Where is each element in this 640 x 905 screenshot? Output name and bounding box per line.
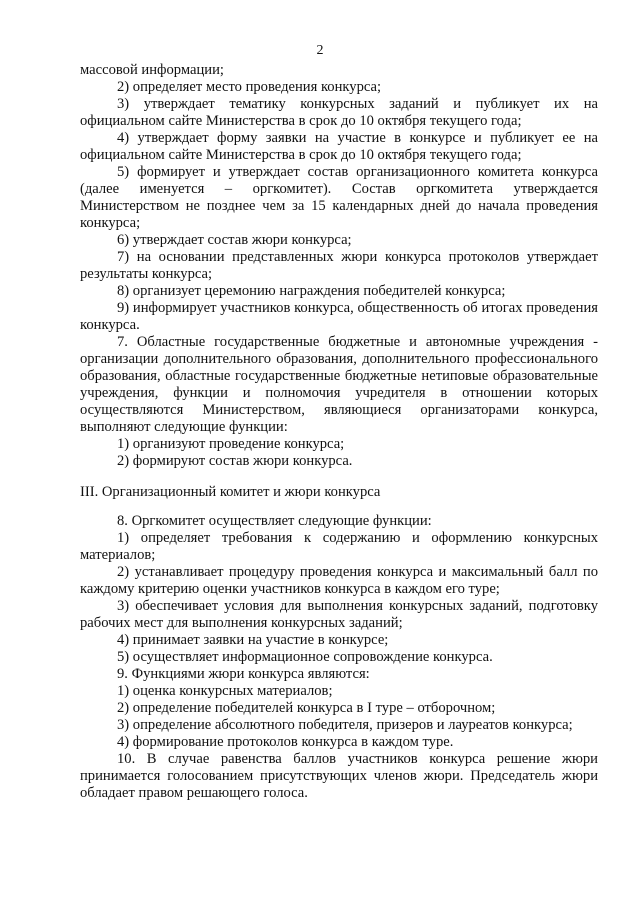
list-item: 2) определяет место проведения конкурса; xyxy=(117,79,382,95)
clause-paragraph: 8. Оргкомитет осуществляет следующие функции: xyxy=(117,513,432,529)
list-item: 4) принимает заявки на участие в конкурсе; xyxy=(117,632,389,648)
paragraph: массовой информации; xyxy=(80,62,224,78)
list-item: 2) определение победителей конкурса в I туре – отборочном; xyxy=(117,700,496,716)
list-item: 2) устанавливает процедуру проведения конкурса и максимальный балл по каждому критерию оценки участников конкурса в каждом его туре; xyxy=(80,564,598,597)
list-item: 1) организуют проведение конкурса; xyxy=(117,436,345,452)
clause-paragraph: 7. Областные государственные бюджетные и автономные учреждения - организации дополнительного образования, дополнительного профессионального образования, областные государственные бюджетные нетиповые образовательные учреждения, функции и полномочия учредителя в отношении которых осуществляются Министерством, являющиеся организаторами конкурса, выполняют следующие функции: xyxy=(80,334,598,435)
list-item: 4) утверждает форму заявки на участие в конкурсе и публикует ее на официальном сайте Министерства в срок до 10 октября текущего года; xyxy=(80,130,598,163)
section-heading: III. Организационный комитет и жюри конкурса xyxy=(80,484,381,500)
list-item: 7) на основании представленных жюри конкурса протоколов утверждает результаты конкурса; xyxy=(80,249,598,282)
list-item: 3) обеспечивает условия для выполнения конкурсных заданий, подготовку рабочих мест для выполнения конкурсных заданий; xyxy=(80,598,598,631)
document-body xyxy=(80,62,598,802)
clause-paragraph: 10. В случае равенства баллов участников конкурса решение жюри принимается голосованием присутствующих членов жюри. Председатель жюри обладает правом решающего голоса. xyxy=(80,751,598,801)
list-item: 5) осуществляет информационное сопровождение конкурса. xyxy=(117,649,493,665)
page-number: 2 xyxy=(316,43,324,58)
list-item: 8) организует церемонию награждения победителей конкурса; xyxy=(117,283,506,299)
list-item: 5) формирует и утверждает состав организационного комитета конкурса (далее именуется – оргкомитет). Состав оргкомитета утверждается Министерством не позднее чем за 15 календарных дней до начала проведения конкурса; xyxy=(80,164,598,231)
list-item: 3) утверждает тематику конкурсных заданий и публикует их на официальном сайте Министерства в срок до 10 октября текущего года; xyxy=(80,96,598,129)
list-item: 4) формирование протоколов конкурса в каждом туре. xyxy=(117,734,454,750)
list-item: 1) оценка конкурсных материалов; xyxy=(117,683,333,699)
clause-paragraph: 9. Функциями жюри конкурса являются: xyxy=(117,666,370,682)
list-item: 6) утверждает состав жюри конкурса; xyxy=(117,232,352,248)
list-item: 2) формируют состав жюри конкурса. xyxy=(117,453,353,469)
list-item: 9) информирует участников конкурса, общественность об итогах проведения конкурса. xyxy=(80,300,598,333)
list-item: 3) определение абсолютного победителя, призеров и лауреатов конкурса; xyxy=(117,717,573,733)
list-item: 1) определяет требования к содержанию и оформлению конкурсных материалов; xyxy=(80,530,598,563)
